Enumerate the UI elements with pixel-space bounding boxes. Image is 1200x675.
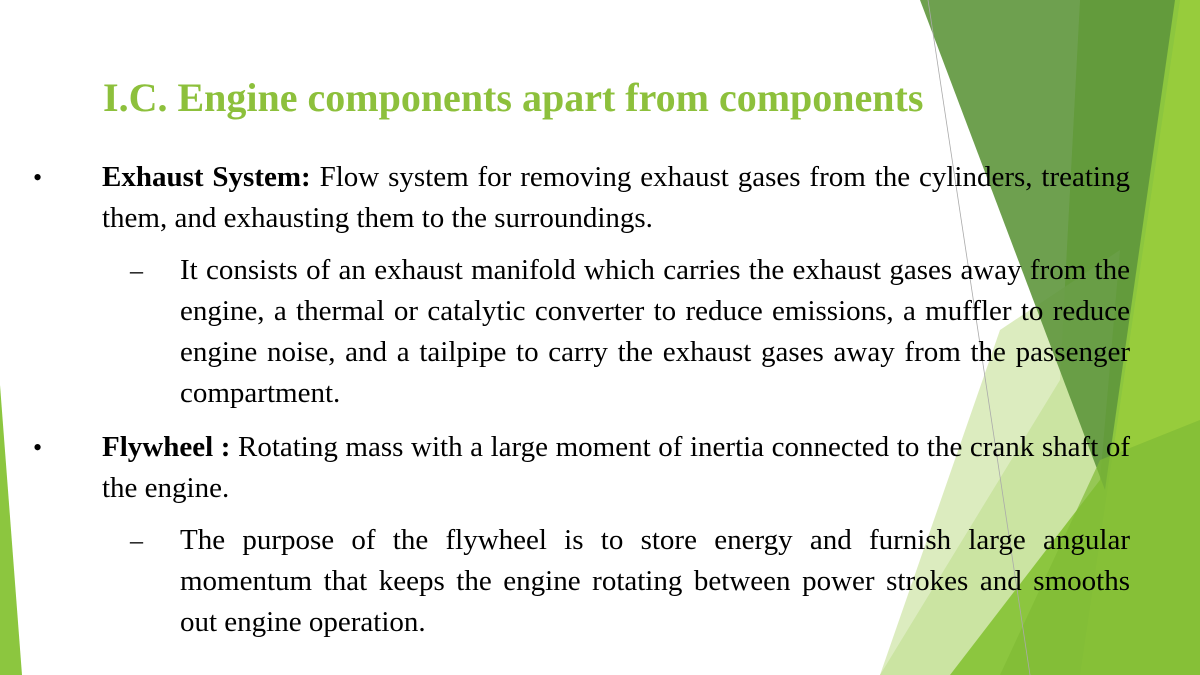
definition: Rotating mass with a large moment of inertia connected to the crank shaft of the engine.	[102, 431, 1130, 504]
term: Exhaust System:	[102, 161, 311, 193]
dash-icon: –	[130, 256, 143, 285]
term: Flywheel :	[102, 431, 231, 463]
sub-bullet-flywheel: The purpose of the flywheel is to store energy and furnish large angular momentum that keeps the engine rotating between power strokes and smooths out engine operation.	[180, 524, 1130, 638]
dash-icon: –	[130, 526, 143, 555]
bullet-flywheel	[102, 427, 1130, 509]
bullet-exhaust-system	[102, 157, 1130, 239]
bullet-icon: •	[33, 433, 43, 462]
sub-bullet-exhaust: It consists of an exhaust manifold which carries the exhaust gases away from the engine, a thermal or catalytic converter to reduce emissions, a muffler to reduce engine noise, and a tailpipe to carry the exhaust gases away from the passenger compartment.	[180, 254, 1130, 409]
bullet-icon: •	[33, 163, 43, 192]
definition: Flow system for removing exhaust gases from the cylinders, treating them, and exhausting them to the surroundings.	[102, 161, 1130, 234]
left-green-sliver	[0, 385, 22, 675]
slide-title: I.C. Engine components apart from components	[103, 75, 924, 120]
